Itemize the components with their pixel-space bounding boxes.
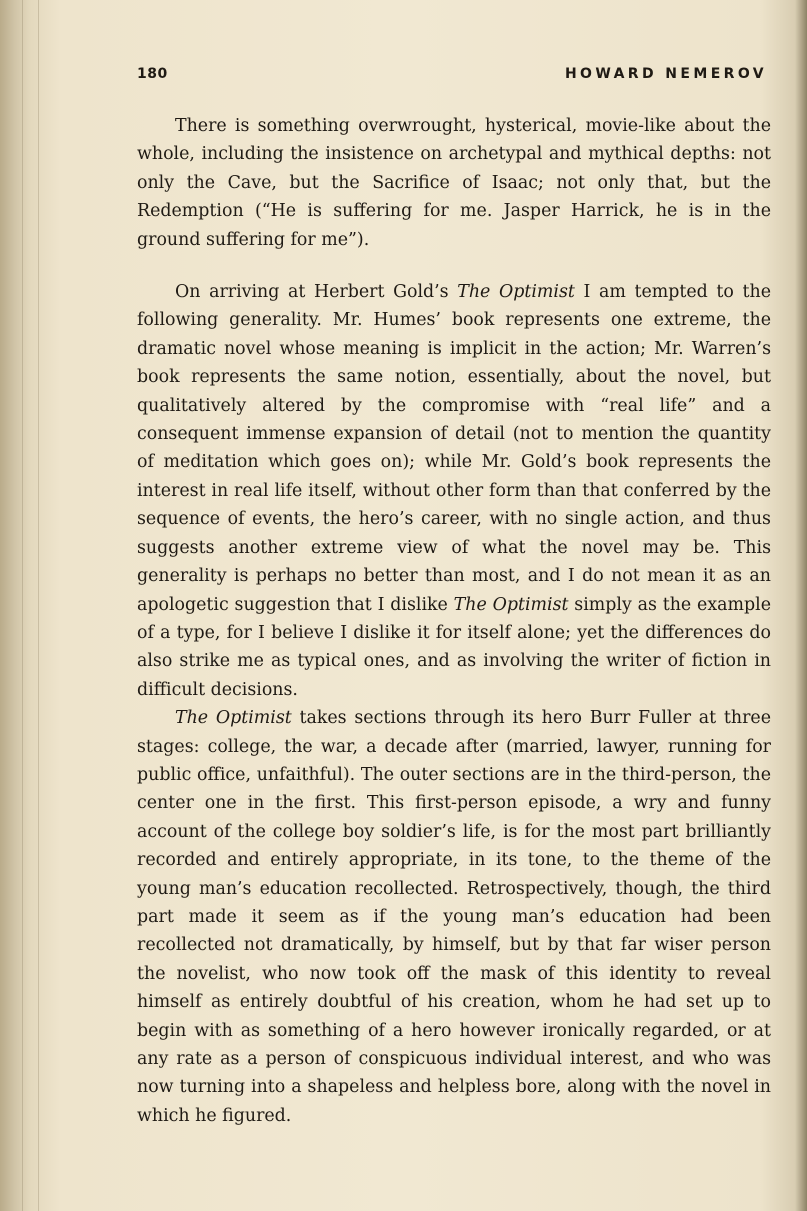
paragraph-2 xyxy=(137,278,771,704)
book-title-italic: The Optimist xyxy=(457,282,575,303)
text-segment: takes sections through its hero Burr Fuller at three stages: college, the war, a decade after (married, lawyer, running for public office, unfaithful). The outer sections are in the third-person, the center one in the first. This first-person episode, a wry and funny account of the college boy soldier’s life, is for the most part brilliantly recorded and entirely appropriate, in its tone, to the theme of the young man’s education recollected. Retrospectively, though, the third part made it seem as if the young man’s education had been recollected not dramatically, by himself, but by that far wiser person the novelist, who now took off the mask of this identity to reveal himself as entirely doubtful of his creation, whom he had set up to begin with as something of a hero however ironically regarded, or at any rate as a person of conspicuous individual interest, and who was now turning into a shapeless and helpless bore, along with the novel in which he figured. xyxy=(137,708,771,1126)
paragraph-3 xyxy=(137,704,771,1130)
text-segment: I am tempted to the following generality. Mr. Humes’ book represents one extreme, the dramatic novel whose meaning is implicit in the action; Mr. Warren’s book represents the same notion, essentially, about the novel, but qualitatively altered by the compromise with “real life” and a consequent immense expansion of detail (not to mention the quantity of meditation which goes on); while Mr. Gold’s book represents the interest in real life itself, without other form than that conferred by the sequence of events, the hero’s career, with no single action, and thus suggests another extreme view of what the novel may be. This generality is perhaps no better than most, and I do not mean it as an apologetic suggestion that I dislike xyxy=(137,282,771,615)
gutter-line xyxy=(38,0,39,1211)
gutter-line xyxy=(22,0,23,1211)
text-segment: simply as the example of a type, for I believe I dislike it for itself alone; yet the differences do also strike me as typical ones, and as involving the writer of fiction in difficult decisions. xyxy=(137,594,771,700)
book-title-italic: The Optimist xyxy=(175,708,292,729)
body-text xyxy=(137,112,771,1130)
text-segment: There is something overwrought, hysterical, movie-like about the whole, including the insistence on archetypal and mythical depths: not only the Cave, but the Sacrifice of Isaac; not only that, but the Redemption (“He is suffering for me. Jasper Harrick, he is in the ground suffering for me”). xyxy=(137,116,771,250)
book-title-italic: The Optimist xyxy=(453,594,569,615)
paragraph-1 xyxy=(137,112,771,254)
text-segment: On arriving at Herbert Gold’s xyxy=(175,282,458,303)
running-head: HOWARD NEMEROV xyxy=(564,66,767,82)
page-header xyxy=(137,66,767,90)
page-number: 180 xyxy=(137,66,168,82)
